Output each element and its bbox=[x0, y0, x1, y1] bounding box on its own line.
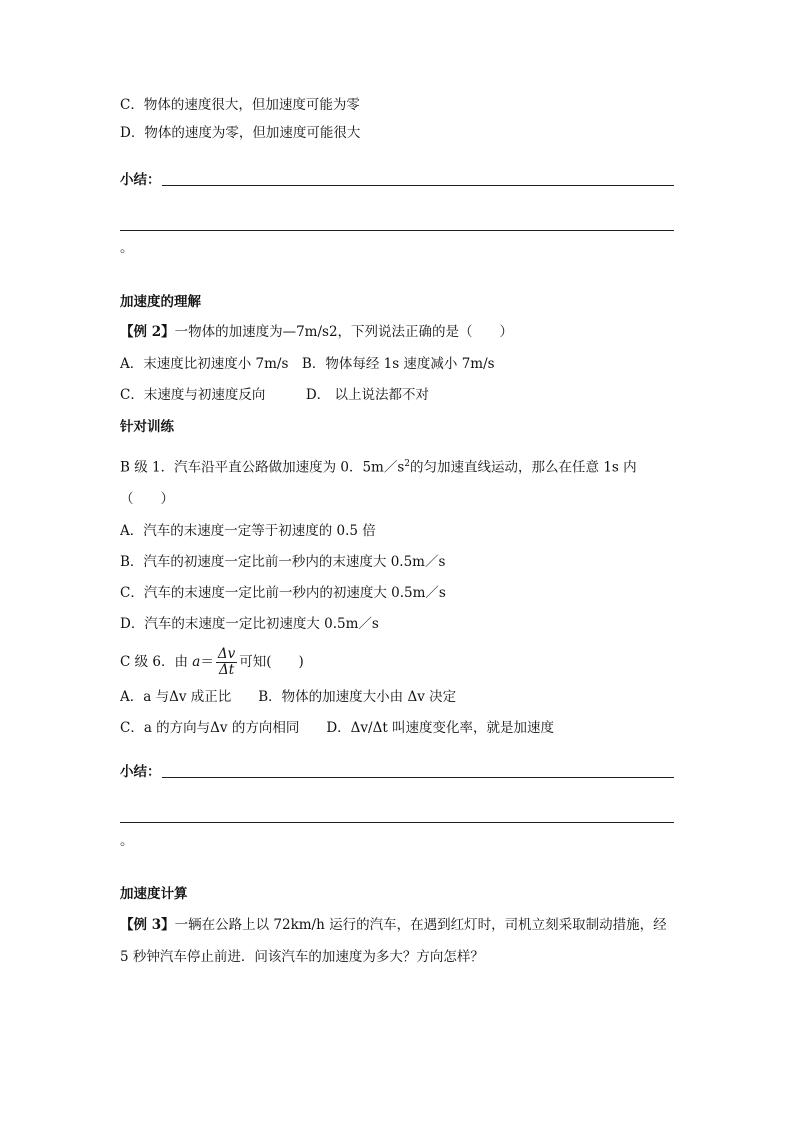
question-b1-prefix: B 级 1．汽车沿平直公路做加速度为 0．5m／s bbox=[120, 459, 405, 476]
summary-end-1: 。 bbox=[120, 240, 134, 256]
question-c6-options-cd: C．a 的方向与Δv 的方向相同 D．Δv/Δt 叫速度变化率，就是加速度 bbox=[120, 720, 555, 736]
question-c6-suffix: 可知( ) bbox=[239, 654, 304, 670]
option-c-top: C．物体的速度很大，但加速度可能为零 bbox=[120, 97, 360, 113]
question-b1-suffix: 的匀加速直线运动，那么在任意 1s 内 bbox=[410, 459, 637, 476]
question-b1-option-d: D．汽车的末速度一定比初速度大 0.5m／s bbox=[120, 616, 379, 632]
question-c6-var: a bbox=[192, 654, 201, 670]
summary-rule-1a bbox=[162, 185, 674, 186]
example-2-text: 一物体的加速度为—7m/s2，下列说法正确的是（ ） bbox=[174, 324, 514, 340]
question-b1-option-b: B．汽车的初速度一定比前一秒内的末速度大 0.5m／s bbox=[120, 554, 446, 570]
example-2-options-cd: C．末速度与初速度反向 D． 以上说法都不对 bbox=[120, 387, 429, 403]
section-title-training: 针对训练 bbox=[120, 419, 174, 435]
example-2-options-ab: A．末速度比初速度小 7m/s B．物体每经 1s 速度减小 7m/s bbox=[120, 356, 495, 372]
question-c6 bbox=[120, 647, 304, 678]
question-c6-eq: ＝ bbox=[200, 654, 214, 670]
fraction-denominator: Δt bbox=[218, 662, 235, 678]
summary-rule-2b bbox=[120, 822, 674, 823]
section-title-understanding: 加速度的理解 bbox=[120, 294, 201, 310]
question-c6-options-ab: A．a 与Δv 成正比 B．物体的加速度大小由 Δv 决定 bbox=[120, 689, 457, 705]
question-b1-option-c: C．汽车的末速度一定比前一秒内的初速度大 0.5m／s bbox=[120, 585, 446, 601]
question-b1-superscript: 2 bbox=[404, 459, 411, 469]
example-3-line-1 bbox=[120, 916, 667, 934]
question-b1 bbox=[120, 455, 637, 477]
fraction-numerator: Δv bbox=[217, 646, 236, 662]
example-2-tag: 【例 2】 bbox=[120, 324, 175, 340]
fraction bbox=[216, 647, 237, 678]
summary-end-2: 。 bbox=[120, 833, 134, 849]
example-3-text: 一辆在公路上以 72km/h 运行的汽车，在遇到红灯时，司机立刻采取制动措施，经 bbox=[174, 917, 667, 933]
option-d-top: D．物体的速度为零，但加速度可能很大 bbox=[120, 125, 361, 141]
summary-label-2: 小结： bbox=[120, 764, 161, 780]
example-3-line-2: 5 秒钟汽车停止前进．问该汽车的加速度为多大？方向怎样？ bbox=[120, 949, 484, 965]
question-b1-option-a: A．汽车的末速度一定等于初速度的 0.5 倍 bbox=[120, 523, 376, 539]
section-title-calc: 加速度计算 bbox=[120, 886, 188, 902]
summary-rule-1b bbox=[120, 230, 674, 231]
summary-label-1: 小结： bbox=[120, 172, 161, 188]
question-c6-prefix: C 级 6．由 bbox=[120, 654, 193, 670]
question-b1-paren: （ ） bbox=[120, 491, 174, 507]
summary-rule-2a bbox=[162, 777, 674, 778]
example-2 bbox=[120, 323, 513, 341]
example-3-tag: 【例 3】 bbox=[120, 917, 175, 933]
